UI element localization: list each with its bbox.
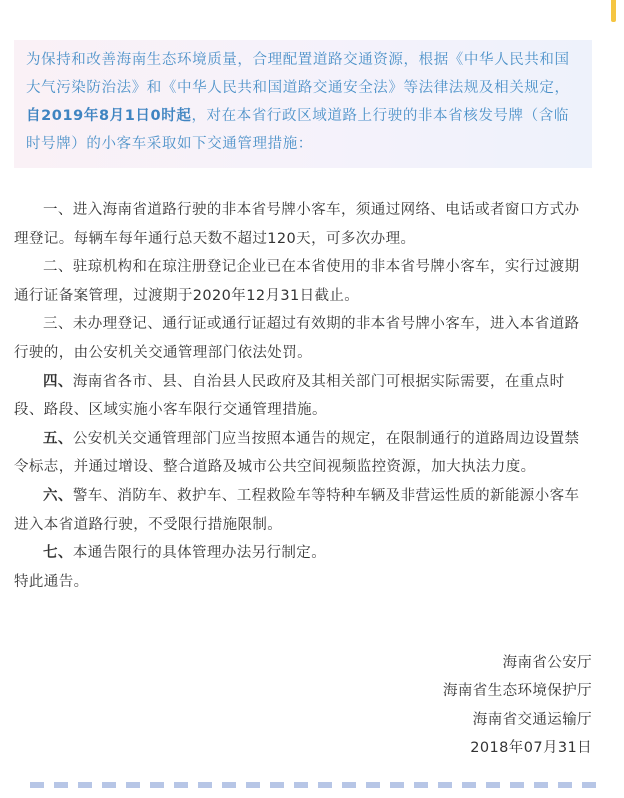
measure-item [14,368,594,425]
measure-number: 四、 [43,373,73,390]
signature-org-transport: 海南省交通运输厅 [472,711,592,728]
signature-block [443,649,592,762]
notice-body [14,196,594,596]
measure-text: 海南省各市、县、自治县人民政府及其相关部门可根据实际需要，在重点时段、路段、区域实施小客车限行交通管理措施。 [14,373,565,419]
measure-number: 三、 [43,316,73,333]
measure-item [14,425,594,482]
measure-text: 公安机关交通管理部门应当按照本通告的规定，在限制通行的道路周边设置禁令标志，并通过增设、整合道路及城市公共空间视频监控资源，加大执法力度。 [14,430,580,476]
measure-item [14,539,594,568]
measure-number: 六、 [43,487,73,504]
signature-org-environment: 海南省生态环境保护厅 [443,683,592,700]
measure-number: 二、 [43,259,73,276]
measure-text: 本通告限行的具体管理办法另行制定。 [72,545,327,562]
measure-item [14,482,594,539]
measure-text: 驻琼机构和在琼注册登记企业已在本省使用的非本省号牌小客车，实行过渡期通行证备案管理，过渡期于2020年12月31日截止。 [14,259,580,304]
bottom-dashed-divider [30,782,604,788]
measure-text: 未办理登记、通行证或通行证超过有效期的非本省号牌小客车，进入本省道路行驶的，由公安机关交通管理部门依法处罚。 [14,316,580,361]
measure-text: 进入海南省道路行驶的非本省号牌小客车，须通过网络、电话或者窗口方式办理登记。每辆车每年通行总天数不超过120天，可多次办理。 [14,202,580,247]
intro-emphasis-date: 自2019年8月1日0时起 [26,108,192,124]
signature-date: 2018年07月31日 [470,739,592,756]
intro-text-part1: 为保持和改善海南生态环境质量，合理配置道路交通资源，根据《中华人民共和国大气污染防治法》和《中华人民共和国道路交通安全法》等法律法规及相关规定， [26,52,570,96]
intro-text-part2: ，对在本省行政区域道路上行驶的非本省核发号牌（含临时号牌）的小客车采取如下交通管理措施： [26,108,569,152]
signature-org-police: 海南省公安厅 [502,655,592,671]
measure-item [14,253,594,310]
measure-item [14,196,594,253]
intro-box [14,40,592,168]
closing-text: 特此通告。 [14,573,89,590]
measure-number: 七、 [43,545,73,562]
measure-text: 警车、消防车、救护车、工程救险车等特种车辆及非营运性质的新能源小客车进入本省道路行驶，不受限行措施限制。 [14,487,580,533]
measure-number: 五、 [43,430,73,447]
measure-number: 一、 [43,202,73,218]
top-accent-bar [611,0,616,22]
measure-item [14,310,594,367]
